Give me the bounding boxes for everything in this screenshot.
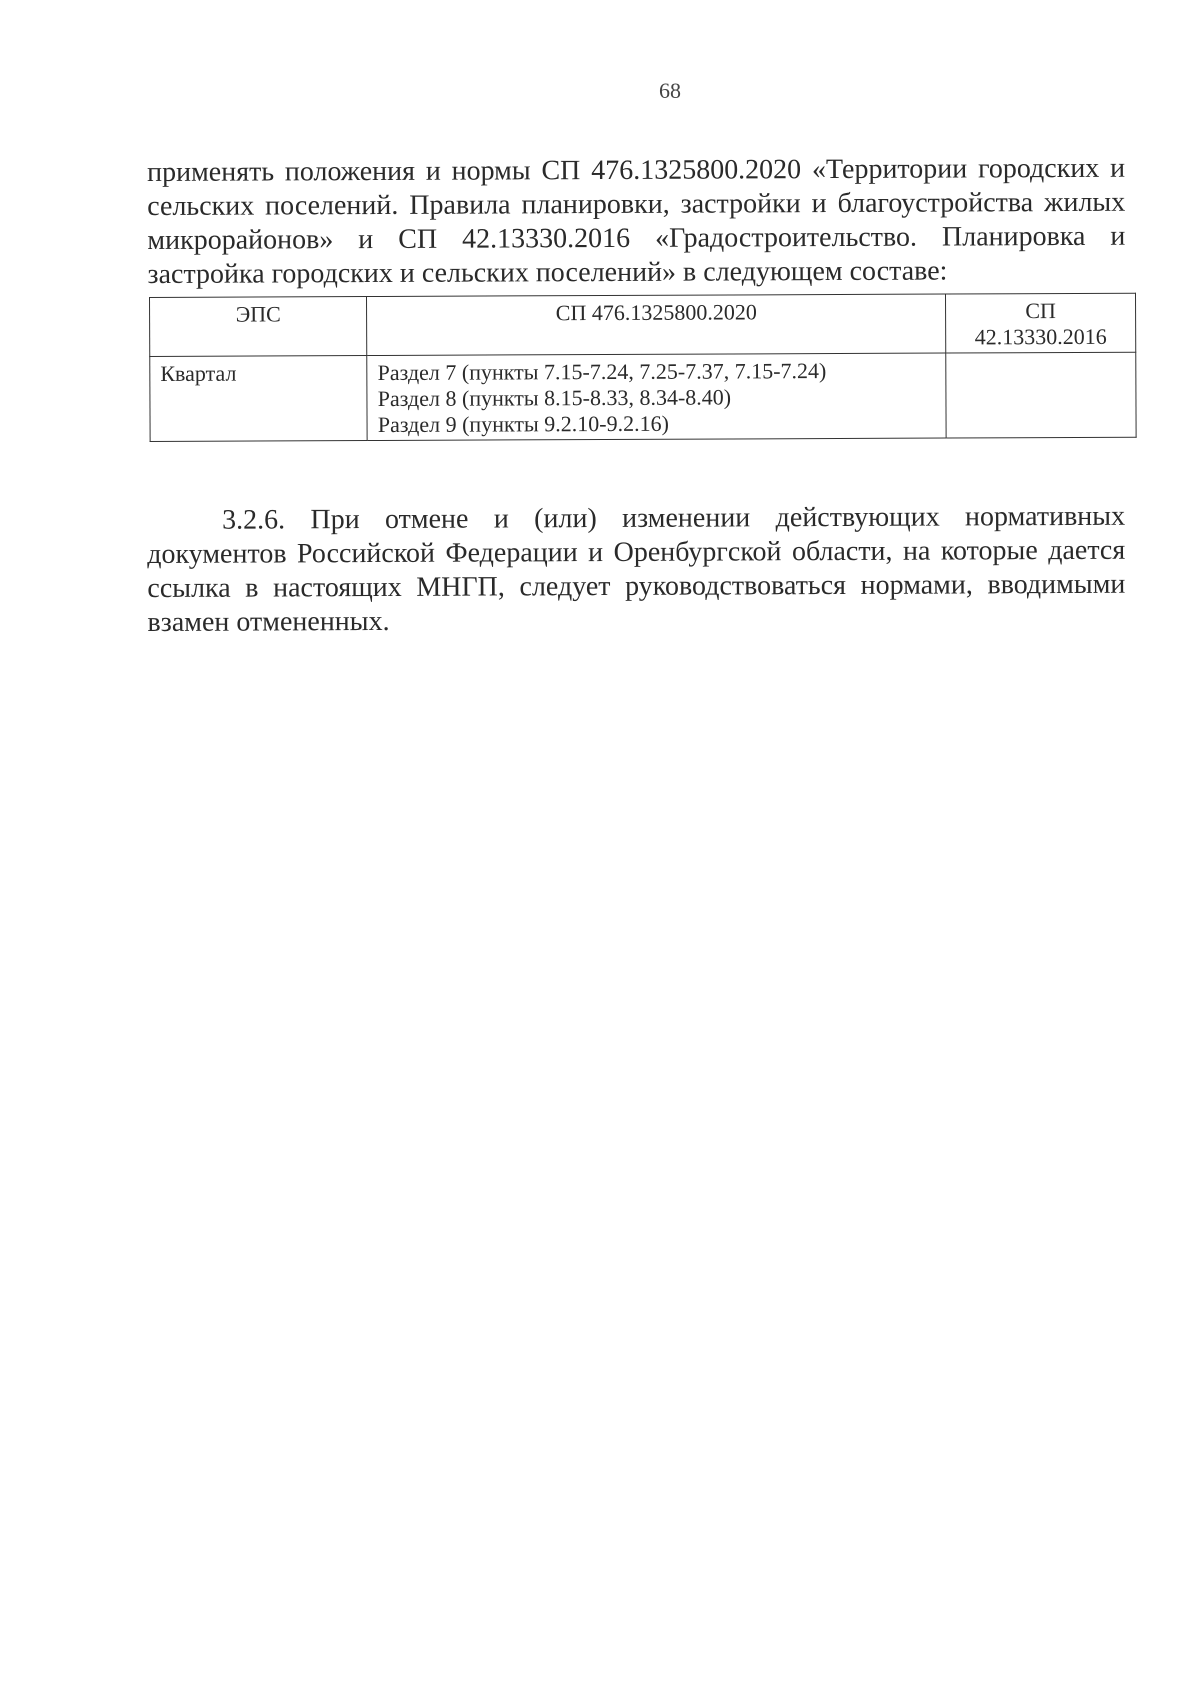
cell-eps: Квартал <box>150 356 368 442</box>
header-sp42 <box>946 293 1136 353</box>
sp476-line: Раздел 9 (пункты 9.2.10-9.2.16) <box>377 410 669 438</box>
header-sp42-line1: СП <box>1025 298 1056 324</box>
page-number: 68 <box>659 78 681 103</box>
header-sp42-line2: 42.13330.2016 <box>974 323 1107 350</box>
sp476-line: Раздел 7 (пункты 7.15-7.24, 7.25-7.37, 7.15-7.24) <box>377 358 827 386</box>
header-eps: ЭПС <box>150 297 368 357</box>
table-header-row <box>150 293 1136 356</box>
closing-paragraph: 3.2.6. При отмене и (или) изменении действующих нормативных документов Российской Федерации и Оренбургской области, на которые дается ссылка в настоящих МНГП, следует руководствоваться нормами, вводимыми взамен отмененных. <box>147 500 1126 638</box>
intro-paragraph: применять положения и нормы СП 476.1325800.2020 «Территории городских и сельских поселений. Правила планировки, застройки и благоустройства жилых микрорайонов» и СП 42.13330.2016 «Градостроительство. Планировка и застройка городских и сельских поселений» в следующем составе: <box>147 152 1126 290</box>
norms-table <box>149 293 1137 442</box>
header-sp476: СП 476.1325800.2020 <box>367 294 946 356</box>
cell-sp42 <box>946 352 1136 438</box>
table-row <box>150 352 1136 441</box>
cell-sp476 <box>367 353 946 441</box>
sp476-line: Раздел 8 (пункты 8.15-8.33, 8.34-8.40) <box>377 384 732 412</box>
